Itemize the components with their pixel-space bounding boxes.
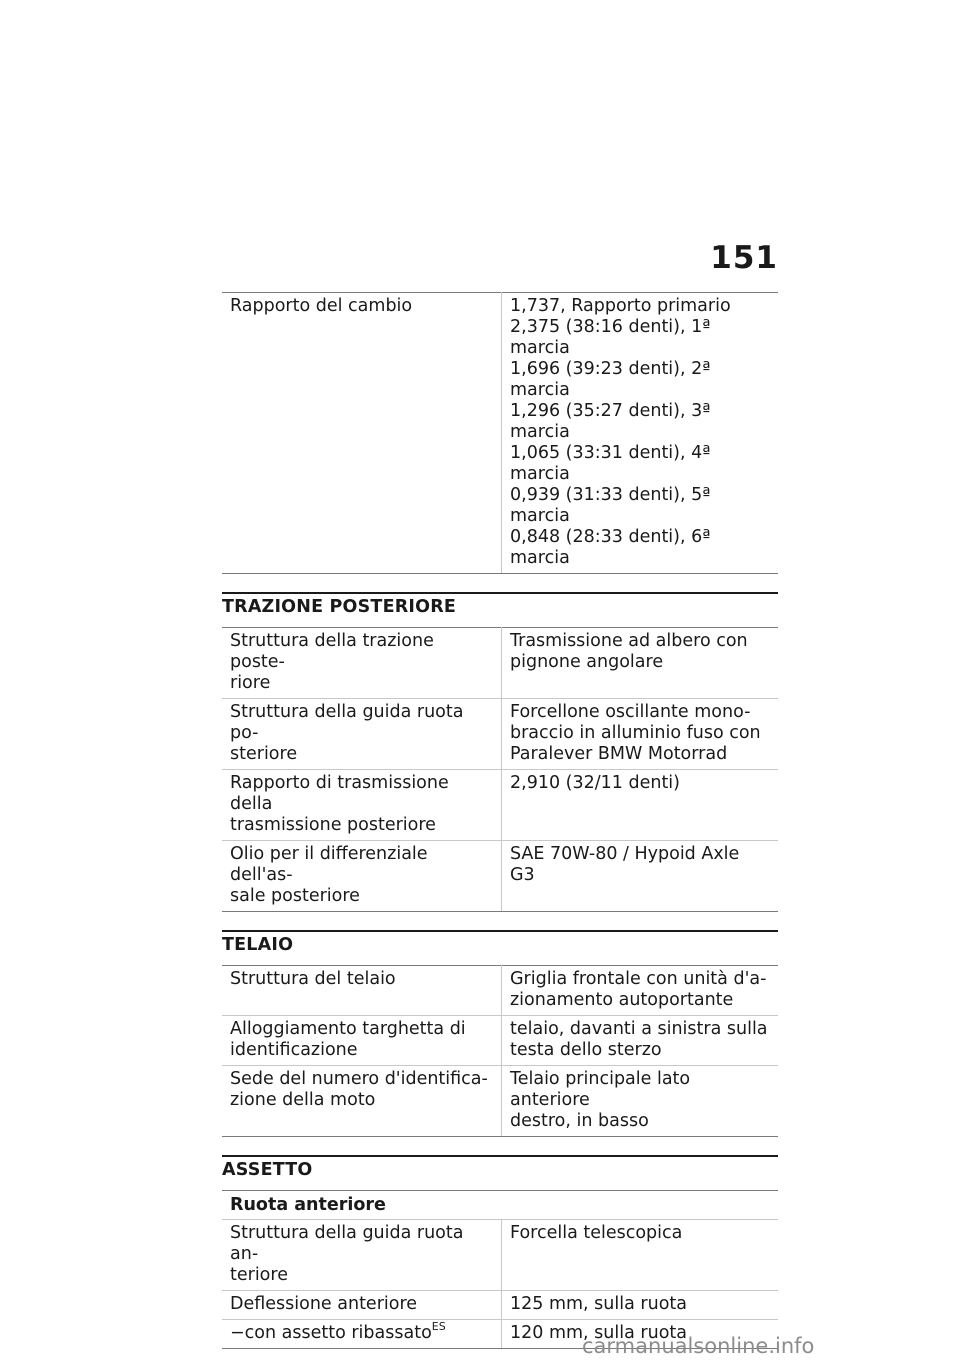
table-row [222, 628, 778, 699]
value-line: SAE 70W-80 / Hypoid Axle [510, 844, 740, 864]
table-row [222, 1291, 778, 1320]
spec-content [222, 292, 778, 1349]
value-line: 2,910 (32/11 denti) [510, 773, 681, 793]
gearbox-values [502, 293, 779, 574]
gear-ratio: 1,065 (33:31 denti), 4ª marcia [510, 443, 711, 484]
row-value [502, 1291, 779, 1320]
row-label [222, 1220, 502, 1291]
row-value [502, 1016, 779, 1066]
table-row [222, 1066, 778, 1137]
value-line: pignone angolare [510, 652, 664, 672]
label-line: Struttura della guida ruota po- [230, 702, 464, 743]
gear-ratio: 0,939 (31:33 denti), 5ª marcia [510, 485, 711, 526]
gearbox-label: Rapporto del cambio [222, 293, 502, 574]
section-title: TELAIO [222, 935, 294, 955]
gear-ratio: 1,296 (35:27 denti), 3ª marcia [510, 401, 711, 442]
table-row [222, 1016, 778, 1066]
table-row [222, 699, 778, 770]
section-chassis [222, 1155, 778, 1180]
row-value [502, 699, 779, 770]
row-value [502, 1066, 779, 1137]
value-line: destro, in basso [510, 1111, 649, 1131]
row-label [222, 966, 502, 1016]
value-line: Telaio principale lato anteriore [510, 1069, 691, 1110]
label-line: identificazione [230, 1040, 358, 1060]
frame-table [222, 965, 778, 1137]
label-line: trasmissione posteriore [230, 815, 436, 835]
label-line: Olio per il differenziale dell'as- [230, 844, 428, 885]
label-line: Struttura della guida ruota an- [230, 1223, 464, 1264]
gearbox-table [222, 292, 778, 574]
row-label [222, 699, 502, 770]
value-line: braccio in alluminio fuso con [510, 723, 761, 743]
label-line: Rapporto di trasmissione della [230, 773, 449, 814]
table-row [222, 1220, 778, 1291]
row-label [222, 770, 502, 841]
gear-ratio: 2,375 (38:16 denti), 1ª marcia [510, 317, 711, 358]
row-value [502, 770, 779, 841]
value-line: telaio, davanti a sinistra sulla [510, 1019, 768, 1039]
row-label [222, 1320, 502, 1349]
value-line: Paralever BMW Motorrad [510, 744, 728, 764]
value-line: 125 mm, sulla ruota [510, 1294, 687, 1314]
value-line: Forcellone oscillante mono- [510, 702, 751, 722]
chassis-table [222, 1190, 778, 1349]
label-line: Sede del numero d'identifica- [230, 1069, 488, 1089]
row-value [502, 628, 779, 699]
label-line: zione della moto [230, 1090, 376, 1110]
row-value [502, 841, 779, 912]
section-frame [222, 930, 778, 955]
table-row [222, 293, 778, 574]
row-label [222, 1291, 502, 1320]
label-line: Deflessione anteriore [230, 1294, 418, 1314]
row-label [222, 1066, 502, 1137]
label-line: Alloggiamento targhetta di [230, 1019, 466, 1039]
label-line: Struttura del telaio [230, 969, 396, 989]
label-line: riore [230, 673, 271, 693]
rear-drive-table [222, 627, 778, 912]
gear-ratio: 1,696 (39:23 denti), 2ª marcia [510, 359, 711, 400]
value-line: G3 [510, 865, 535, 885]
gear-ratio: 0,848 (28:33 denti), 6ª marcia [510, 527, 711, 568]
label-line: steriore [230, 744, 298, 764]
table-row [222, 966, 778, 1016]
row-label [222, 841, 502, 912]
row-value [502, 1220, 779, 1291]
gear-ratio: 1,737, Rapporto primario [510, 296, 731, 316]
value-line: Trasmissione ad albero con [510, 631, 748, 651]
section-rear-drive [222, 592, 778, 617]
table-row [222, 1191, 778, 1220]
subheading-front-wheel: Ruota anteriore [222, 1191, 778, 1220]
value-line: zionamento autoportante [510, 990, 734, 1010]
table-row [222, 841, 778, 912]
lowered-label: −con assetto ribassato [230, 1323, 432, 1343]
row-value [502, 966, 779, 1016]
value-line: Forcella telescopica [510, 1223, 683, 1243]
es-superscript: ES [431, 1320, 446, 1333]
label-line: teriore [230, 1265, 288, 1285]
row-label [222, 1016, 502, 1066]
value-line: testa dello sterzo [510, 1040, 662, 1060]
row-label [222, 628, 502, 699]
label-line: Struttura della trazione poste- [230, 631, 434, 672]
watermark: carmanualsonline.info [582, 1334, 815, 1358]
value-line: Griglia frontale con unità d'a- [510, 969, 767, 989]
table-row [222, 770, 778, 841]
section-title: ASSETTO [222, 1160, 313, 1180]
label-line: sale posteriore [230, 886, 360, 906]
page-number: 151 [710, 240, 778, 276]
value-line: 120 mm, sulla ruota [510, 1323, 687, 1343]
section-title: TRAZIONE POSTERIORE [222, 597, 457, 617]
